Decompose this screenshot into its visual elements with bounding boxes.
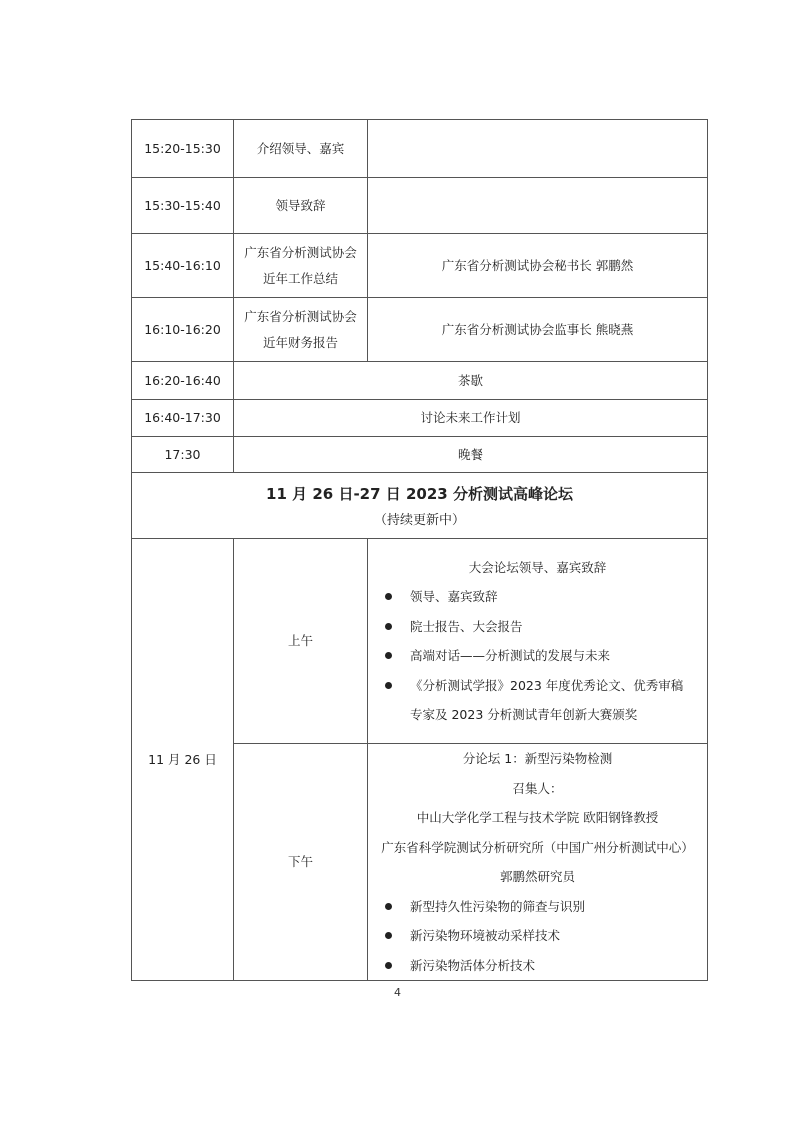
convener-label: 召集人： [512,780,563,796]
heading-text: 分论坛 1：新型污染物检测 [462,751,613,766]
convener-text: 中山大学化学工程与技术学院 欧阳钢锋教授 [416,810,659,825]
title-cell [234,298,368,362]
list-item: 高端对话——分析测试的发展与未来 [382,641,707,671]
list-item: 领导、嘉宾致辞 [382,582,707,612]
bullet-list [368,582,707,700]
person-cell [368,120,708,178]
session-heading [368,744,707,892]
forum-subtitle: （持续更新中） [373,512,465,528]
title-cell [234,234,368,298]
list-item: 院士报告、大会报告 [382,612,707,642]
title-line: 近年工作总结 [262,270,338,286]
title-cell: 领导致辞 [234,178,368,234]
time-cell: 16:10-16:20 [132,298,234,362]
forum-header [132,473,708,539]
date-cell: 11 月 26 日 [132,539,234,981]
schedule-row [132,400,708,437]
continuation-text: 专家及 2023 分析测试青年创新大赛颁奖 [410,707,638,722]
list-item: 新污染物环境被动采样技术 [382,921,707,951]
bullet-list [368,892,707,981]
session-content [368,539,708,744]
convener-text: 郭鹏然研究员 [499,869,575,884]
session-content [368,744,708,981]
item-cell: 讨论未来工作计划 [234,400,708,437]
session-label: 下午 [234,744,368,981]
time-cell: 15:20-15:30 [132,120,234,178]
time-cell: 17:30 [132,437,234,473]
heading-text: 大会论坛领导、嘉宾致辞 [468,559,607,575]
title-cell: 介绍领导、嘉宾 [234,120,368,178]
schedule-row [132,362,708,400]
list-item: 《分析测试学报》2023 年度优秀论文、优秀审稿 [382,671,707,701]
person-cell [368,178,708,234]
forum-header-row [132,473,708,539]
time-cell: 15:40-16:10 [132,234,234,298]
list-item: 新污染物活体分析技术 [382,951,707,981]
time-cell: 15:30-15:40 [132,178,234,234]
person-cell: 广东省分析测试协会监事长 熊晓燕 [368,298,708,362]
schedule-table [131,119,708,981]
continuation-line [368,700,707,730]
title-line: 广东省分析测试协会 [244,308,357,324]
schedule-row [132,298,708,362]
convener-text: 广东省科学院测试分析研究所（中国广州分析测试中心） [381,839,694,855]
time-cell: 16:20-16:40 [132,362,234,400]
schedule-row [132,120,708,178]
time-cell: 16:40-17:30 [132,400,234,437]
schedule-row [132,178,708,234]
schedule-row [132,234,708,298]
forum-title: 11 月 26 日-27 日 2023 分析测试高峰论坛 [266,484,573,503]
schedule-row [132,437,708,473]
title-line: 近年财务报告 [262,334,338,350]
title-line: 广东省分析测试协会 [244,244,357,260]
session-label: 上午 [234,539,368,744]
morning-row [132,539,708,744]
person-cell: 广东省分析测试协会秘书长 郭鹏然 [368,234,708,298]
session-heading [368,553,707,583]
page-number: 4 [394,986,401,999]
list-item: 新型持久性污染物的筛查与识别 [382,892,707,922]
item-cell: 晚餐 [234,437,708,473]
item-cell: 茶歇 [234,362,708,400]
